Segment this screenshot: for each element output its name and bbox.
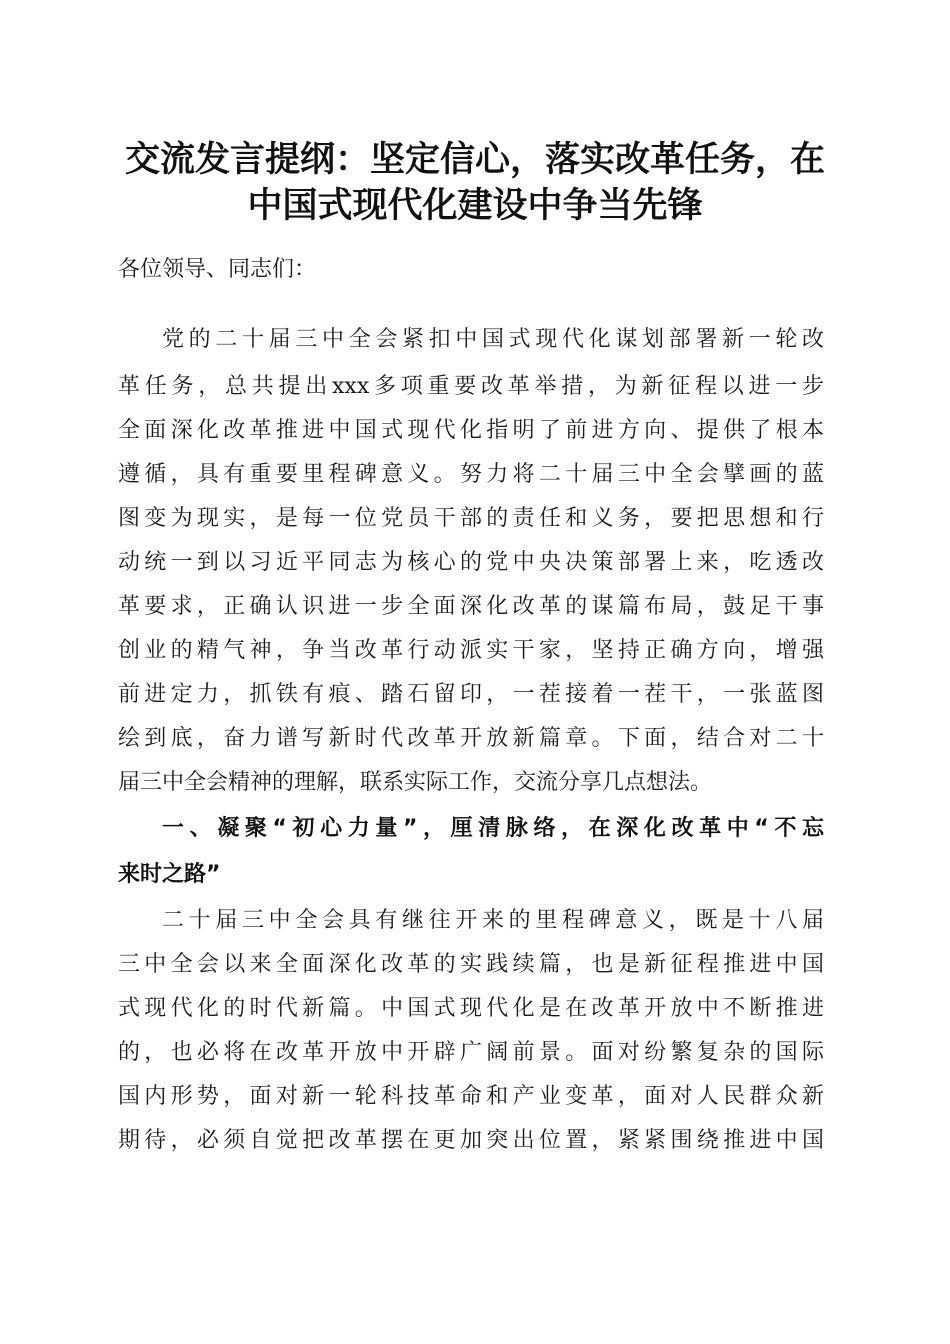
para1-line: 动统一到以习近平同志为核心的党中央决策部署上来，吃透改 [118, 550, 824, 575]
section-heading-line: 来时之路” [118, 862, 221, 887]
document-title-line-2: 中国式现代化建设中争当先锋 [247, 185, 703, 226]
para2-line: 国内形势，面对新一轮科技革命和产业变革，面对人民群众新 [118, 1084, 824, 1109]
para1-line: 创业的精气神，争当改革行动派实干家，坚持正确方向，增强 [118, 638, 824, 663]
para1-line: 绘到底，奋力谱写新时代改革开放新篇章。下面，结合对二十 [118, 726, 824, 751]
para2-line: 期待，必须自觉把改革摆在更加突出位置，紧紧围绕推进中国 [118, 1128, 824, 1153]
section-heading-line: 一、凝聚“初心力量”，厘清脉络，在深化改革中“不忘 [162, 816, 824, 841]
para1-line: 届三中全会精神的理解，联系实际工作，交流分享几点想法。 [118, 770, 713, 795]
para1-line: 党的二十届三中全会紧扣中国式现代化谋划部署新一轮改 [162, 327, 824, 352]
document-title-line-1: 交流发言提纲：坚定信心，落实改革任务，在 [124, 139, 825, 180]
para1-line: 全面深化改革推进中国式现代化指明了前进方向、提供了根本 [118, 418, 824, 443]
salutation: 各位领导、同志们： [118, 257, 317, 282]
para1-line: 前进定力，抓铁有痕、踏石留印，一茬接着一茬干，一张蓝图 [118, 682, 824, 707]
para2-line: 二十届三中全会具有继往开来的里程碑意义，既是十八届 [162, 908, 824, 933]
para2-line: 式现代化的时代新篇。中国式现代化是在改革开放中不断推进 [118, 996, 824, 1021]
para1-line: 图变为现实，是每一位党员干部的责任和义务，要把思想和行 [118, 506, 824, 531]
para1-line: 遵循，具有重要里程碑意义。努力将二十届三中全会擘画的蓝 [118, 462, 824, 487]
para1-line: 革任务，总共提出xxx多项重要改革举措，为新征程以进一步 [118, 374, 824, 399]
para2-line: 的，也必将在改革开放中开辟广阔前景。面对纷繁复杂的国际 [118, 1040, 824, 1065]
para1-line: 革要求，正确认识进一步全面深化改革的谋篇布局，鼓足干事 [118, 594, 824, 619]
para2-line: 三中全会以来全面深化改革的实践续篇，也是新征程推进中国 [118, 952, 824, 977]
